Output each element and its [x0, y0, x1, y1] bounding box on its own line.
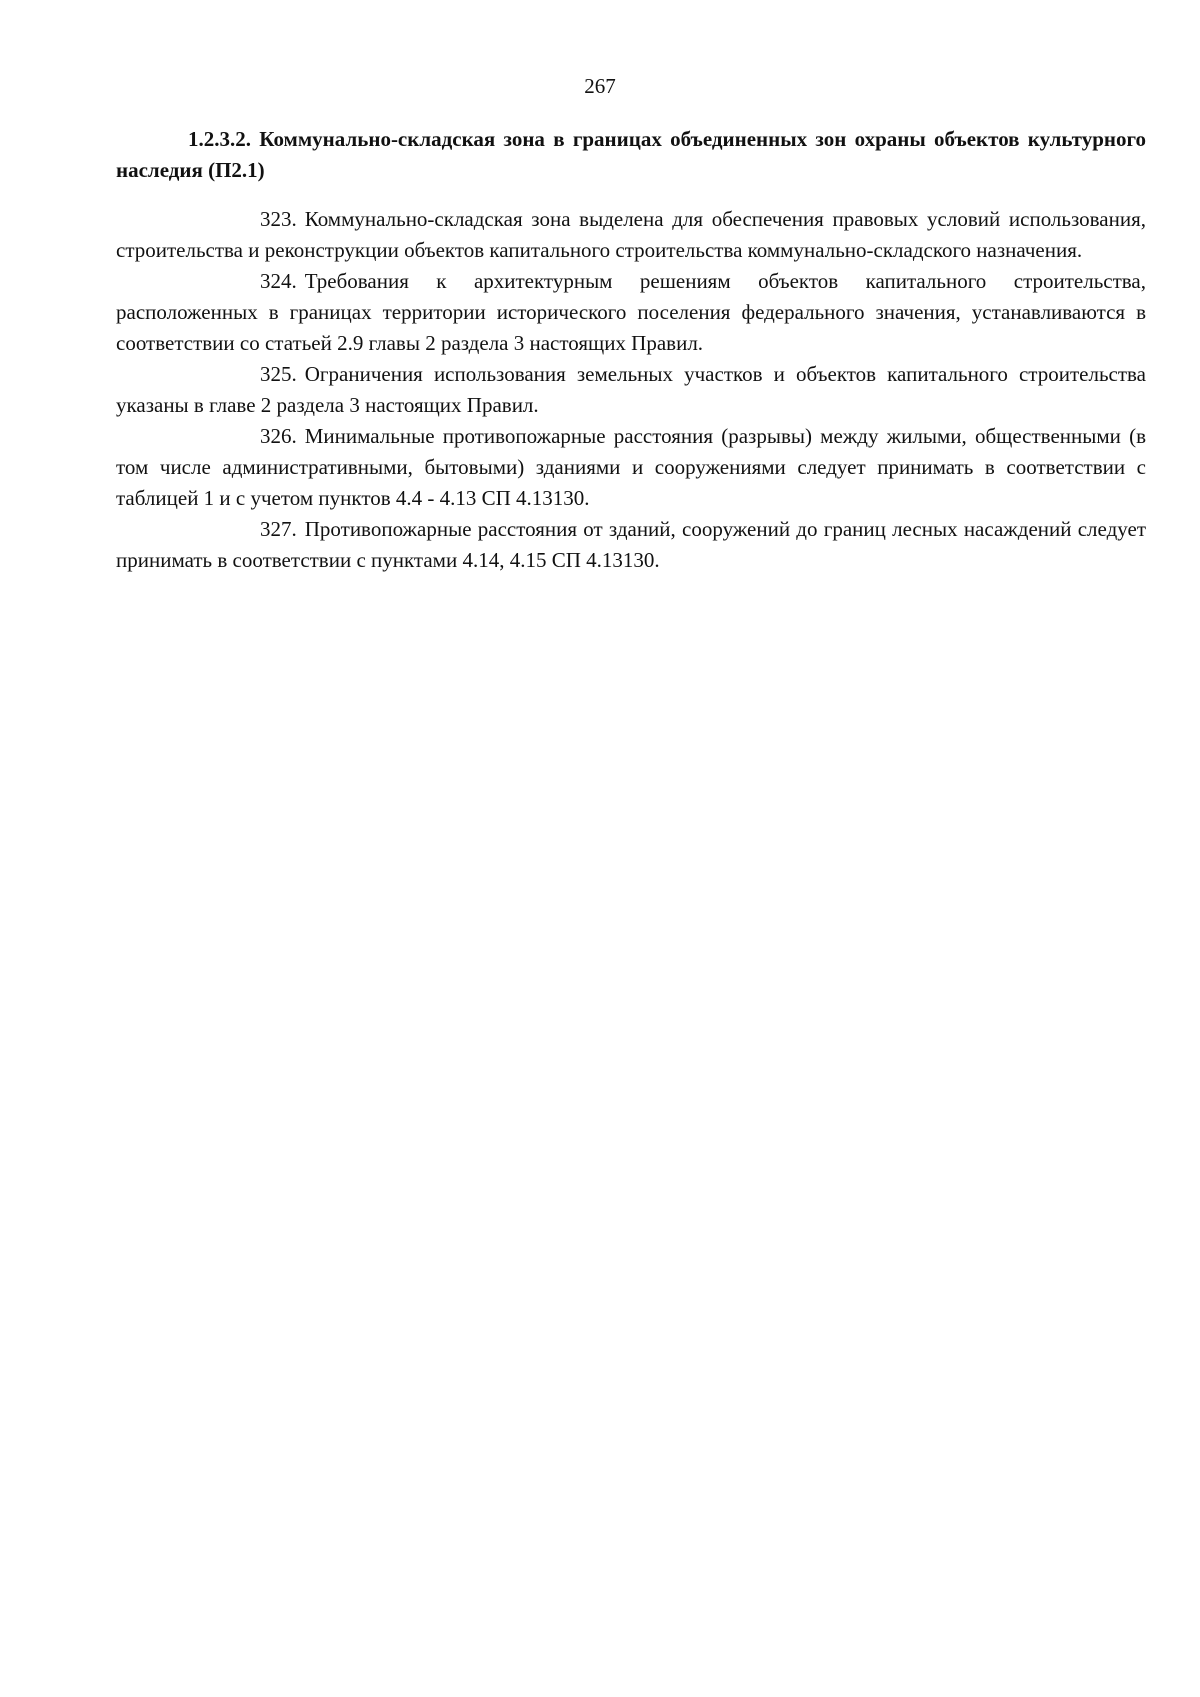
paragraph-323 [116, 204, 1146, 266]
paragraph-325 [116, 359, 1146, 421]
paragraph-326 [116, 421, 1146, 514]
paragraph-number: 325. [260, 362, 297, 386]
section-heading: 1.2.3.2. Коммунально-складская зона в границах объединенных зон охраны объектов культурного наследия (П2.1) [116, 127, 1146, 182]
paragraph-text: Требования к архитектурным решениям объектов капитального строительства, расположенных в границах территории исторического поселения федерального значения, устанавливаются в соответствии со статьей 2.9 главы 2 раздела 3 настоящих Правил. [116, 269, 1146, 355]
paragraph-number: 324. [260, 269, 297, 293]
paragraph-text: Ограничения использования земельных участков и объектов капитального строительства указаны в главе 2 раздела 3 настоящих Правил. [116, 362, 1146, 417]
paragraph-number: 323. [260, 207, 297, 231]
paragraph-text: Коммунально-складская зона выделена для обеспечения правовых условий использования, строительства и реконструкции объектов капитального строительства коммунально-складского назначения. [116, 207, 1146, 262]
page-number: 267 [584, 74, 616, 98]
paragraph-number: 326. [260, 424, 297, 448]
paragraph-text: Противопожарные расстояния от зданий, сооружений до границ лесных насаждений следует принимать в соответствии с пунктами 4.14, 4.15 СП 4.13130. [116, 517, 1146, 572]
paragraph-text: Минимальные противопожарные расстояния (разрывы) между жилыми, общественными (в том числе административными, бытовыми) зданиями и сооружениями следует принимать в соответствии с таблицей 1 и с учетом пунктов 4.4 - 4.13 СП 4.13130. [116, 424, 1146, 510]
paragraph-327 [116, 514, 1146, 576]
paragraph-324 [116, 266, 1146, 359]
page-content [116, 124, 1146, 576]
paragraph-number: 327. [260, 517, 297, 541]
